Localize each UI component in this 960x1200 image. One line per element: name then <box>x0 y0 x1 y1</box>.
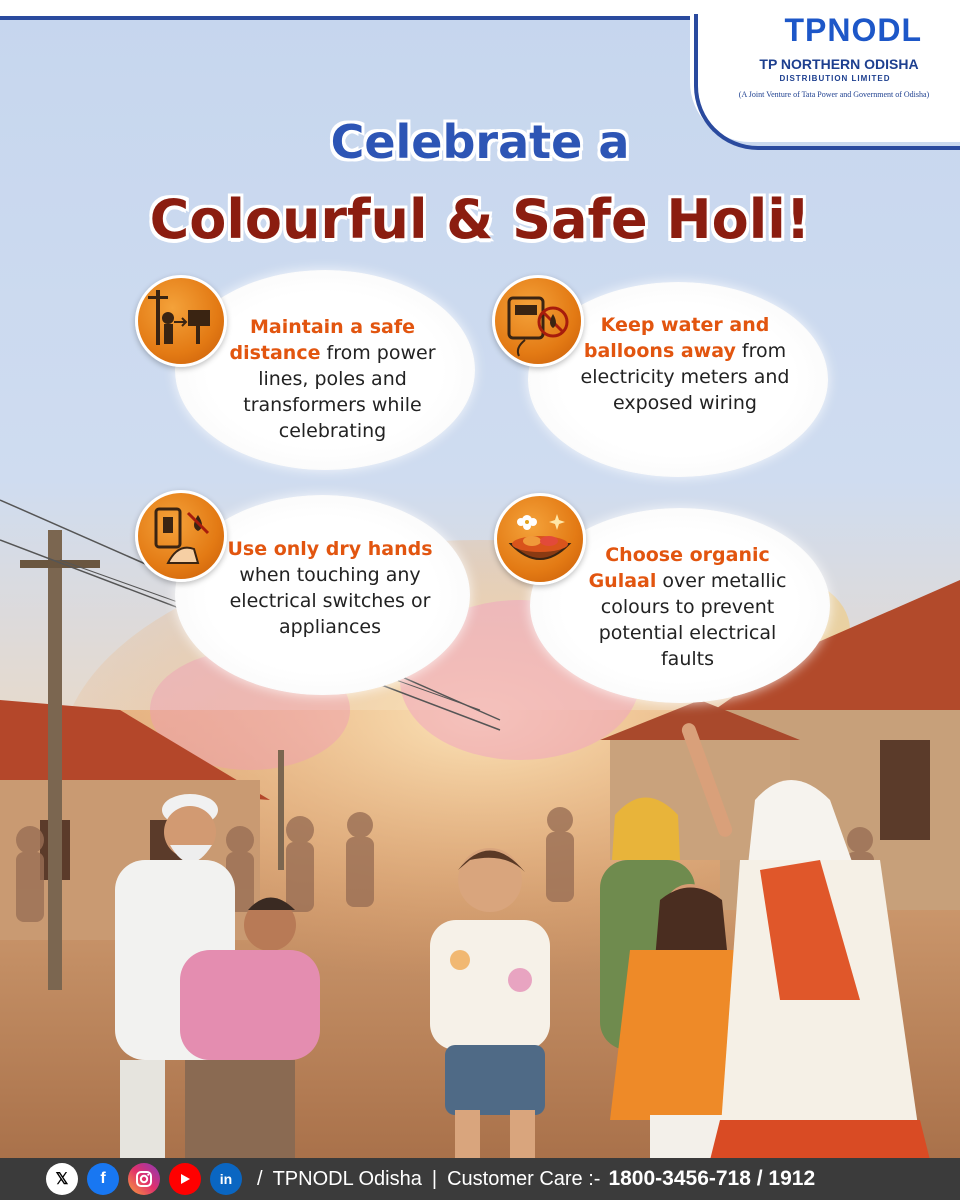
meter-no-water-icon <box>492 275 584 367</box>
brand-logo: TPNODL <box>784 12 922 48</box>
linkedin-icon[interactable]: in <box>210 1163 242 1195</box>
footer-handle: TPNODL Odisha <box>272 1167 422 1190</box>
footer-slash: / <box>257 1167 263 1190</box>
brand-company-type: DISTRIBUTION LIMITED <box>779 74 891 83</box>
tip-body-4: over metallic colours to prevent potential electrical faults <box>598 570 787 670</box>
brand-joint-venture-note: (A Joint Venture of Tata Power and Government of Odisha) <box>738 90 930 99</box>
brand-company-name: TP NORTHERN ODISHA <box>759 56 919 72</box>
x-icon[interactable]: 𝕏 <box>46 1163 78 1195</box>
tip-body-2: from electricity meters and exposed wiring <box>580 340 790 414</box>
tip-body-3: when touching any electrical switches or appliances <box>229 564 431 638</box>
organic-gulaal-icon <box>494 493 586 585</box>
tip-text-4 <box>575 542 800 672</box>
dry-hands-switch-icon <box>135 490 227 582</box>
tip-highlight-3: Use only dry hands <box>227 538 433 560</box>
tip-text-3 <box>215 536 445 640</box>
customer-care-number[interactable]: 1800-3456-718 / 1912 <box>608 1167 816 1190</box>
tip-body-1: from power lines, poles and transformers while celebrating <box>243 342 436 442</box>
tip-text-1 <box>210 314 455 444</box>
youtube-icon[interactable] <box>169 1163 201 1195</box>
top-divider <box>0 16 700 20</box>
headline-line-1: Celebrate a <box>330 115 630 169</box>
tip-highlight-1: Maintain a safe distance <box>229 316 416 364</box>
headline-line-2: Colourful & Safe Holi! <box>149 188 811 251</box>
tip-highlight-4: Choose organic Gulaal <box>588 544 770 592</box>
facebook-icon[interactable]: f <box>87 1163 119 1195</box>
instagram-icon[interactable] <box>128 1163 160 1195</box>
tip-text-2 <box>580 312 790 416</box>
customer-care-label: Customer Care :- <box>447 1167 601 1190</box>
footer-bar <box>0 1158 960 1200</box>
tip-highlight-2: Keep water and balloons away <box>583 314 770 362</box>
power-line-distance-icon <box>135 275 227 367</box>
footer-separator: | <box>431 1167 438 1190</box>
